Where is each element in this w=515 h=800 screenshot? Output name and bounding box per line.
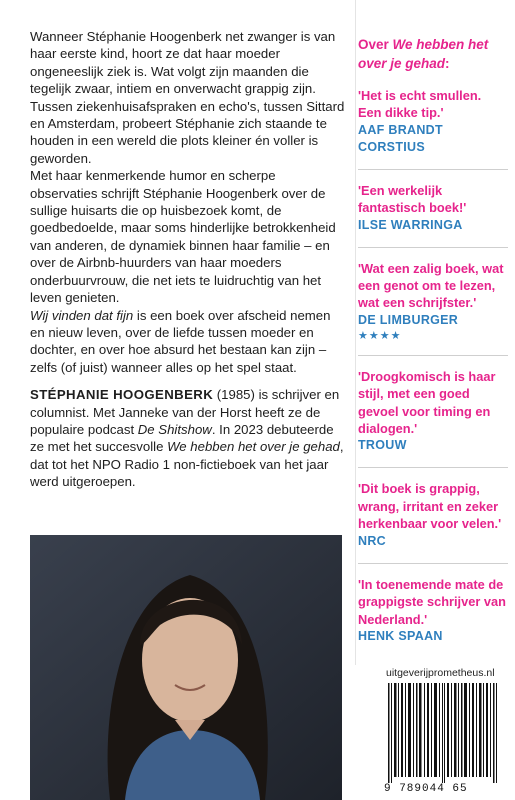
quote-divider [358,247,508,248]
reviews-column [358,35,508,658]
blurb-paragraph-2: Met haar kenmerkende humor en scherpe observaties schrijft Stéphanie Hoogenberk over de sullige huisarts die op huisbezoek komt, de goedbedoelde, maar soms hinderlijke betrokkenheid van anderen, de dynamiek binnen haar familie – en over de Airbnb-huurders van haar moeders onderbuurvrouw, die net iets te luidruchtig van het leven genieten. [30,168,336,306]
author-name: STÉPHANIE HOOGENBERK [30,387,214,403]
quote-text: 'Dit boek is grappig, wrang, irritant en zeker herkenbaar voor velen.' [358,481,502,532]
book-title: Wij vinden dat fijn [30,307,134,323]
reviews-heading [358,35,508,73]
reviews-heading-prefix: Over [358,37,393,52]
isbn-number: 9 789044 65 [384,783,468,795]
reviews-heading-suffix: : [445,56,450,71]
quote-divider [358,355,508,356]
publisher-url: uitgeverijprometheus.nl [386,667,495,679]
blurb-paragraph-1: Wanneer Stéphanie Hoogenberk net zwanger is van haar eerste kind, hoort ze dat haar moeder ongeneeslijk ziek is. Wat volgt zijn maanden die tegelijk zwaar, intiem en onverwacht grappig zijn. Tussen ziekenhuisafspraken en echo's, tussen Sittard en Amsterdam, probeert Stéphanie zich staande te houden in een wereld die plots kleiner én voller is geworden. [30,29,345,166]
quote-source: ILSE WARRINGA [358,217,463,232]
star-rating: ★★★★ [358,329,402,342]
review-quote [358,182,508,234]
quote-text: 'Het is echt smullen. Een dikke tip.' [358,88,482,121]
isbn-barcode [386,683,502,783]
author-photo [30,535,342,800]
quote-source: NRC [358,533,386,548]
column-divider [355,0,356,665]
quote-text: 'In toenemende mate de grappigste schrijver van Nederland.' [358,576,506,627]
author-portrait-illustration [30,535,342,800]
author-bio [30,386,345,490]
review-quote [358,260,508,342]
barcode-bars [386,683,502,783]
quote-source: HENK SPAAN [358,628,443,643]
review-quote [358,87,508,156]
blurb-paragraph-3 [30,307,345,377]
quote-divider [358,467,508,468]
review-quote [358,368,508,455]
review-quote [358,576,508,645]
blurb-paragraph-3-text: is een boek over afscheid nemen en nieuw leven, over de liefde tussen moeder en dochter, en over hoe absurd het bestaan kan zijn – zelfs (of juist) wanneer alles op het spel staat. [30,307,331,375]
debut-title: We hebben het over je gehad [167,439,340,455]
review-quote [358,480,508,549]
quote-source: AAF BRANDT CORSTIUS [358,122,443,154]
reviews-heading-title: We hebben het over je gehad [358,37,489,71]
quote-text: 'Een werkelijk fantastisch boek!' [358,182,467,216]
blurb-column [30,28,345,491]
quote-text: 'Droogkomisch is haar stijl, met een goed gevoel voor timing en dialogen.' [358,368,496,437]
quote-text: 'Wat een zalig boek, wat een genot om te lezen, wat een schrijfster.' [358,260,504,311]
quote-divider [358,169,508,170]
bio-text-1: (1985) is schrijver en columnist. Met Janneke van der Horst heeft ze de populaire podcast [30,387,340,437]
quote-source: DE LIMBURGER [358,312,459,327]
bio-text-2: . In 2023 debuteerde ze met het succesvolle [30,421,334,455]
quote-divider [358,563,508,564]
bio-text-3: , dat tot het NPO Radio 1 non-fictieboek van het jaar werd uitgeroepen. [30,439,344,490]
quote-source: TROUW [358,438,407,453]
podcast-title: De Shitshow [137,421,212,437]
